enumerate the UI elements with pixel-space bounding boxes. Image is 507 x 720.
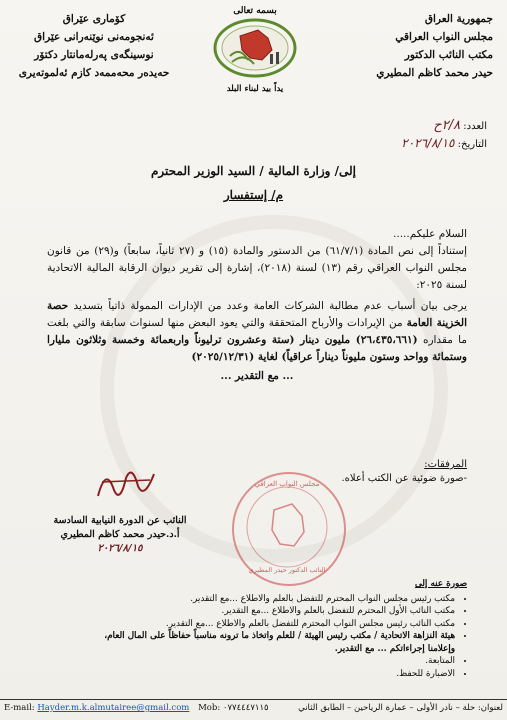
signature-block	[40, 514, 200, 556]
mob-label: Mob:	[198, 703, 221, 713]
closing-regards: ... مع التقدير ...	[220, 370, 294, 382]
paragraph-request	[47, 298, 467, 366]
official-stamp	[232, 472, 346, 586]
handwritten-signature	[92, 460, 162, 506]
header-right-line2: مجلس النواب العراقي	[395, 31, 493, 43]
cc-item: • مكتب النائب رئيس مجلس النواب المحترم للتفضل بالعلم والاطلاع ...مع التقدير.	[87, 618, 455, 631]
cc-item: • مكتب رئيس مجلس النواب المحترم للتفضل بالعلم والاطلاع ...مع التقدير.	[87, 593, 455, 606]
attachments-label: المرفقات:	[424, 459, 467, 470]
signatory-name: أ.د.حيدر محمد كاظم المطيري	[60, 529, 180, 540]
logo-motto: يداً بيد لبناء البلد	[226, 84, 284, 94]
attachments	[341, 458, 467, 486]
request-amount: (٢٦،٤٣٥،٦٦١) مليون دينار (ستة وعشرون ترليوناً واربعمائة وخمسة وثلاثون مليارا وستمائة وواحد وستون مليوناً ديناراً عراقياً) لغاية (٢٠٢٥/١٢/٣١)	[47, 334, 467, 363]
email-label: E-mail:	[4, 703, 35, 713]
header-left-line4: حەیدەر محەممەد کازم ئەلموتەیری	[18, 67, 170, 79]
greeting: السلام عليكم.....	[393, 228, 467, 240]
email-link[interactable]: Hayder.m.k.almutairee@gmail.com	[37, 703, 190, 713]
paragraph-legal-basis: إستناداً إلى نص المادة (٦١/٧/١) من الدستور والمادة (١٥) و (٢٧ ثانياً، سابعاً) و(٢٩) من قانون مجلس النواب العراقي رقم (١٣) لسنة (٢٠١٨)، إشارة إلى تقرير ديوان الرقابة المالية الاتحادية لسنة ٢٠٢٥:	[47, 245, 467, 291]
cc-item: • المتابعة.	[87, 655, 455, 668]
header-right-line3: مكتب النائب الدكتور	[404, 49, 493, 61]
stamp-text-top: مجلس النواب العراقي	[254, 480, 320, 488]
request-part-a: يرجى بيان أسباب عدم مطالبة الشركات العامة وعدد من الإدارات الممولة ذاتياً بتسديد	[68, 300, 467, 312]
cc-items	[87, 593, 467, 681]
number-label: العدد:	[463, 121, 487, 132]
footer-contact	[4, 703, 269, 713]
header-left-kurdish	[14, 10, 174, 82]
attachments-item: -صورة ضوئية عن الكتب أعلاه.	[341, 473, 467, 484]
request-part-c: من الإيرادات والأرباح المتحققة والتي يعود البعض منها لسنوات سابقة والتي بلغت ما مقداره	[47, 317, 468, 346]
footer-address: لعنوان: حلة – نادر الأولى – عمارة الرياحين – الطابق الثاني	[298, 703, 503, 713]
parliament-logo	[200, 6, 310, 94]
signatory-title: النائب عن الدورة النيابية السادسة	[53, 515, 187, 526]
subject-line: م/ إستفسار	[223, 188, 284, 202]
stamp-text-bottom: النائب الدكتور حيدر المطيري	[248, 566, 326, 574]
signature-scribble-icon	[92, 460, 162, 506]
reference-number	[433, 118, 487, 133]
header-right-arabic	[323, 10, 493, 82]
mob-number: ٠٧٧٤٤٤٧١١٥	[222, 703, 269, 713]
date-value: ٢٠٢٦/٨/١٥	[401, 136, 455, 150]
signature-date: ٢٠٢٦/٨/١٥	[97, 543, 143, 554]
cc-item: • هيئة النزاهة الاتحادية / مكتب رئيس الهيئة / للعلم واتخاذ ما ترونه مناسباً حفاظاً على المال العام، وإعلامنا إجراءاتكم ... مع التقدير.	[87, 630, 455, 655]
page-footer	[0, 699, 507, 720]
cc-label: صورة عنه إلى	[414, 579, 467, 589]
letter-body	[47, 226, 467, 385]
cc-list	[87, 578, 467, 680]
header-left-line3: نوسینگەی پەرلەمانتار دکتۆر	[34, 49, 154, 61]
header-left-line1: کۆماری عێراق	[62, 13, 126, 25]
header-left-line2: ئەنجومەنی نوێنەرانی عێراق	[34, 31, 154, 43]
reference-date	[401, 136, 487, 150]
basmala: بسمه تعالى	[233, 6, 277, 16]
cc-item: • الاضبارة للحفظ.	[87, 668, 455, 681]
cc-item: • مكتب النائب الأول المحترم للتفضل بالعلم والاطلاع ...مع التقدير.	[87, 605, 455, 618]
date-label: التاريخ:	[457, 139, 487, 150]
recipient-line: إلى/ وزارة المالية / السيد الوزير المحترم	[150, 164, 357, 178]
parliament-emblem-icon	[210, 16, 300, 78]
header-right-line4: حيدر محمد كاظم المطيري	[376, 67, 493, 79]
request-part-b: حصة الخزينة العامة	[47, 300, 467, 329]
number-value: ٢/٨ح	[433, 118, 461, 133]
header-right-line1: جمهورية العراق	[424, 13, 493, 25]
